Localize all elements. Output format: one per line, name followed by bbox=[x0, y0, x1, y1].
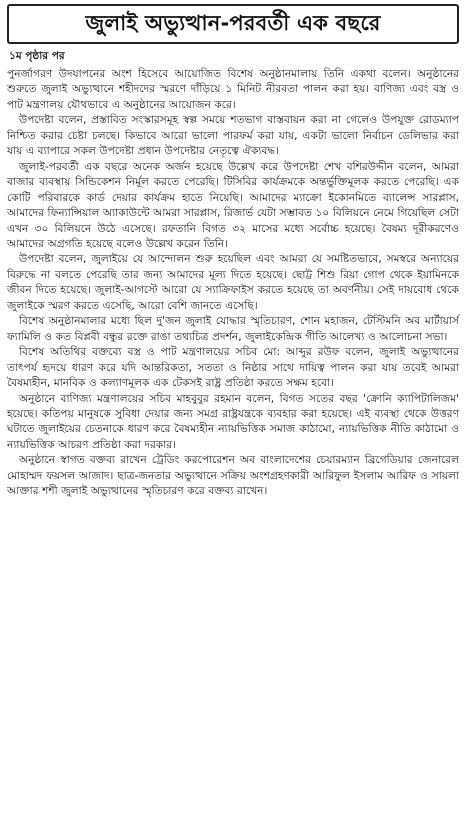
article-paragraph-1: পুনর্জাগরণ উদযাপনের অংশ হিসেবে আয়োজিত বিশেষ অনুষ্ঠানমালায় তিনি একথা বলেন। অনুষ্ঠানের শুরুতে জুলাই অভ্যুত্থানে শহীদদের স্মরণে দাঁড়িয়ে ১ মিনিট নীরবতা পালন করা হয়। বাণিজ্য এবং বস্ত্র ও পাট মন্ত্রণালয় যৌথভাবে এ অনুষ্ঠানের আয়োজন করে। bbox=[7, 68, 459, 111]
article-paragraph-4: উপদেষ্টা বলেন, জুলাইয়ে যে আন্দোলন শুরু হয়েছিল এবং আমরা যে সমষ্টিতভাবে, সমস্বরে অন্যায়ের বিরুদ্ধে না বলতে পেরেছি তার জন্য আমাদের মূল্য দিতে হয়েছে। ছোট্ট শিশু রিয়া গোপ থেকে ইয়ামিনকে জীবন দিতে হয়েছে। জুলাই-আগস্টে আরো যে স্যাক্রিফাইস করতে হয়েছে তা অবর্ণনীয়। সেই দায়বোধ থেকে জুলাইকে স্মরণ করতে এসেছি, আরো বেশি জানতে এসেছি। bbox=[7, 253, 459, 312]
article-paragraph-5: বিশেষ অনুষ্ঠানমালার মধ্যে ছিল দু'জন জুলাই যোদ্ধার স্মৃতিচারণ, শোন মহাজন, টেস্টিমনি অব মার্টায়ার্স ফ্যামিলি ও কত বিপ্লবী বন্ধুর রক্তে রাঙা তথ্যচিত্র প্রদর্শন, জুলাইকেন্দ্রিক গীতি আলেখ্য ও আলোচনা সভা। bbox=[7, 315, 459, 343]
article-paragraph-3: জুলাই-পরবর্তী এক বছরে অনেক অর্জন হয়েছে উল্লেখ করে উপদেষ্টা শেখ বশিরউদ্দীন বলেন, আমরা বাজার ব্যবস্থায় সিন্ডিকেশন নির্মূল করতে পেরেছি। টিসিবির কার্যক্রমকে অন্তর্ভুক্তিমূলক করতে পেরেছি। এক কোটি পরিবারকে কার্ড দেয়ার কার্যক্রম হাতে নিয়েছি। আমাদের ম্যাক্রো ইকোনমিতে ব্যালেন্স সারপ্লাস, আমাদের ফিন্যান্সিয়াল অ্যাকাউন্টে আমরা সারপ্লাস, রিজার্ভ যেটা সম্ভাবত ১০ বিলিয়নে নেমে গিয়েছিল সেটা এখন ৩০ বিলিয়নে উঠে এসেছে। রফতানি বিগত ৩২ মাসের মধ্যে সর্বোচ্চ হয়েছে। বৈষম্য দূরীকরণেও আমাদের অগ্রগতি হয়েছে বলেও উল্লেখ করেন তিনি। bbox=[7, 160, 459, 250]
article-paragraph-2: উপদেষ্টা বলেন, প্রস্তাবিত সংস্কারসমূহ স্বল্প সময়ে শতভাগ বাস্তবায়ন করা না গেলেও উপযুক্ত রোডম্যাপ নিশ্চিত করার চেষ্টা চলছে। কিভাবে আরো ভালো পারফর্ম করা যায়, একটা ভালো নির্বাচন ডেলিভার করা যায় এ ব্যাপারে সকল উপদেষ্টা প্রধান উপদেষ্টার নেতৃত্বে ঐক্যবদ্ধ। bbox=[7, 114, 459, 158]
article-body bbox=[7, 67, 459, 500]
article-paragraph-6: বিশেষ অতিথির বক্তব্যে বস্ত্র ও পাট মন্ত্রণালয়ের সচিব মো: আব্দুর রউফ বলেন, জুলাই অভ্যুত্থানের তাৎপর্য হৃদয়ে ধারণ করে যদি আন্তরিকতা, সততা ও নিষ্ঠার সাথে দায়িত্ব পালন করা যায় তবেই আমরা বৈষম্যহীন, মানবিক ও কল্যাণমূলক এক টেকসই রাষ্ট্র প্রতিষ্ঠা করতে সক্ষম হবো। bbox=[7, 346, 459, 390]
article-paragraph-8: অনুষ্ঠানে স্বাগত বক্তব্য রাখেন ট্রেডিং করপোরেশন অব বাংলাদেশের চেয়ারম্যান ব্রিগেডিয়ার জেনারেল মোহাম্মদ ফয়সল আজাদ। ছাত্র-জনতার অভ্যুত্থানে সক্রিয় অংশগ্রহণকারী আরিফুল ইসলাম আরিফ ও সায়লা আক্তার শশী জুলাই অভ্যুত্থানের স্মৃতিচারণ করে বক্তব্য রাখেন। bbox=[7, 454, 459, 498]
headline: জুলাই অভ্যুত্থান-পরবর্তী এক বছরে bbox=[7, 4, 459, 44]
continued-from-label: ১ম পৃষ্ঠার পর bbox=[9, 50, 65, 62]
article-paragraph-7: অনুষ্ঠানে বাণিজ্য মন্ত্রণালয়ের সচিব মাহবুবুর রহমান বলেন, বিগত সতের বছর 'ক্রোনি ক্যাপিটালিজম' হয়েছে। কতিপয় মানুষকে সুবিধা দেয়ার জন্য সমগ্র রাষ্ট্রযন্ত্রকে ব্যবহার করা হয়েছে। এই ব্যবস্থা থেকে উত্তরণ ঘটাতে জুলাইয়ের চেতনাকে ধারণ করে বৈষম্যহীন ন্যায়ভিত্তিক সমাজ কাঠামো, ন্যায়ভিত্তিক নীতি কাঠামো ও ন্যায়ভিত্তিক আচরণ প্রতিষ্ঠা করা দরকার। bbox=[7, 392, 459, 451]
